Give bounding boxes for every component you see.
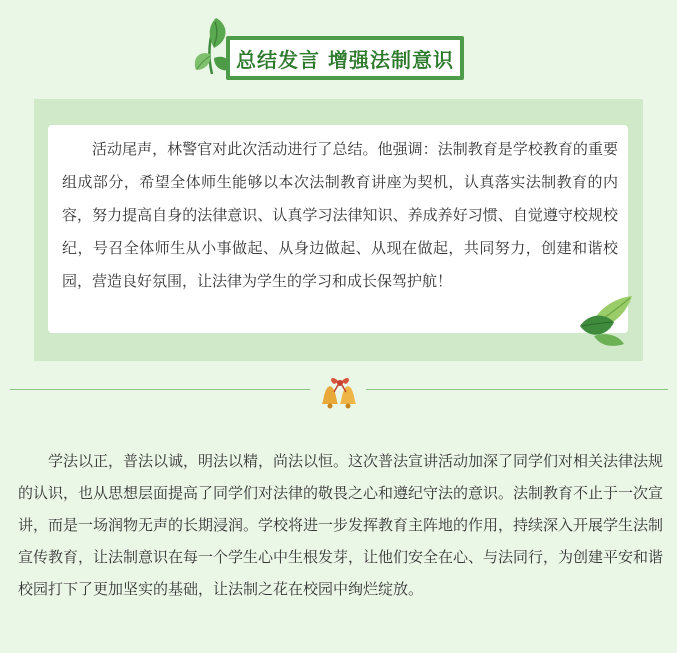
title-banner (226, 36, 464, 80)
leaf-corner-icon (574, 292, 634, 348)
summary-paragraph: 活动尾声，林警官对此次活动进行了总结。他强调：法制教育是学校教育的重要组成部分，希望全体师生能够以本次法制教育讲座为契机，认真落实法制教育的内容，努力提高自身的法律意识、认真学习法律知识、养成养好习惯、自觉遵守校规校纪，号召全体师生从小事做起、从身边做起、从现在做起，共同努力，创建和谐校园，营造良好氛围，让法律为学生的学习和成长保驾护航！ (62, 140, 618, 290)
title-banner-inner (230, 40, 460, 76)
summary-card (48, 125, 628, 333)
closing-paragraph: 学法以正，普法以诚，明法以精，尚法以恒。这次普法宣讲活动加深了同学们对相关法律法规的认识，也从思想层面提高了同学们对法律的敬畏之心和遵纪守法的意识。法制教育不止于一次宣讲，而是一场润物无声的长期浸润。学校将进一步发挥教育主阵地的作用，持续深入开展学生法制宣传教育，让法制意识在每一个学生心中生根发芽，让他们安全在心、与法同行，为创建平安和谐校园打下了更加坚实的基础，让法制之花在校园中绚烂绽放。 (18, 452, 664, 598)
bells-icon (318, 370, 362, 410)
page-title: 总结发言 增强法制意识 (236, 47, 454, 72)
divider-left (10, 389, 310, 390)
divider-right (366, 389, 668, 390)
section-title (190, 14, 490, 84)
summary-box (34, 99, 643, 361)
